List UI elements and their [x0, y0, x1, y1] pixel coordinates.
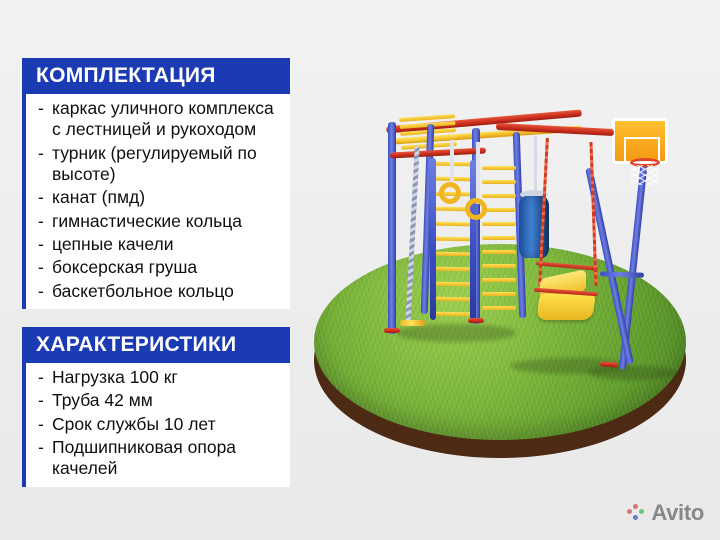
bullet-dash: -	[38, 390, 44, 411]
bullet-dash: -	[38, 142, 44, 163]
watermark-text: Avito	[651, 500, 704, 525]
anchor-left	[384, 328, 400, 333]
list-item	[36, 186, 282, 209]
bullet-dash: -	[38, 98, 44, 118]
list-item-label: канат (пмд)	[52, 187, 146, 208]
basketball-backboard	[612, 118, 668, 164]
list-item-label: турник (регулируемый по высоте)	[52, 142, 257, 185]
harakteristiki-list	[36, 366, 282, 481]
panel-title: КОМПЛЕКТАЦИЯ	[22, 58, 290, 94]
ring-strap-left	[450, 140, 454, 186]
list-item	[36, 366, 282, 389]
spec-panel-komplektaciya	[22, 58, 290, 309]
secondary-ladder	[482, 166, 516, 306]
bullet-dash: -	[38, 187, 44, 208]
panel-body	[22, 94, 290, 309]
list-item-label: Нагрузка 100 кг	[52, 367, 178, 387]
list-item-label: Труба 42 мм	[52, 390, 153, 411]
bullet-dash: -	[38, 367, 44, 387]
list-item	[36, 413, 282, 436]
list-item-label: каркас уличного комплекса с лестницей и рукоходом	[52, 98, 274, 140]
product-photo	[300, 66, 700, 466]
anchor-mid	[468, 318, 484, 323]
avito-dots-logo	[627, 504, 645, 522]
gymnastic-ring-right	[465, 198, 487, 220]
panel-body	[22, 363, 290, 487]
hoop-shadow	[588, 366, 678, 380]
bullet-dash: -	[38, 210, 44, 231]
list-item-label: боксерская груша	[52, 257, 198, 278]
list-item-label: Подшипниковая опора качелей	[52, 437, 237, 479]
panel-title: ХАРАКТЕРИСТИКИ	[22, 327, 290, 363]
frame-shadow	[396, 324, 516, 342]
spec-panel-harakteristiki	[22, 327, 290, 487]
bullet-dash: -	[38, 257, 44, 278]
list-item	[36, 210, 282, 233]
bullet-dash: -	[38, 234, 44, 255]
list-item	[36, 233, 282, 256]
list-item-label: Срок службы 10 лет	[52, 413, 216, 434]
list-item	[36, 280, 282, 303]
ladder-rail-left	[430, 158, 436, 320]
basketball-net	[631, 165, 659, 185]
list-item	[36, 97, 282, 142]
list-item	[36, 142, 282, 187]
list-item	[36, 389, 282, 412]
gymnastic-ring-left	[439, 182, 461, 204]
ring-strap-right	[476, 142, 480, 204]
list-item-label: цепные качели	[52, 234, 174, 255]
rope-foot-knot	[400, 320, 426, 326]
bullet-dash: -	[38, 280, 44, 301]
komplektaciya-list	[36, 97, 282, 303]
punching-bag-cord	[534, 136, 537, 194]
avito-watermark	[627, 500, 704, 526]
swing-seat	[536, 294, 596, 320]
list-item	[36, 436, 282, 481]
list-item-label: баскетбольное кольцо	[52, 280, 234, 301]
bullet-dash: -	[38, 413, 44, 434]
list-item	[36, 256, 282, 279]
list-item-label: гимнастические кольца	[52, 210, 243, 231]
bullet-dash: -	[38, 437, 44, 458]
